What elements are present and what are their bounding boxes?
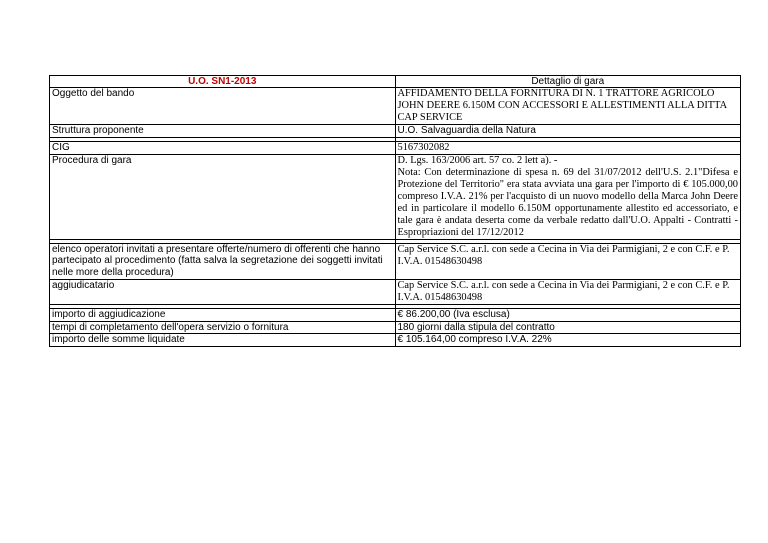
label-importo-liquidate: importo delle somme liquidate bbox=[50, 334, 396, 347]
label-aggiudicatario: aggiudicatario bbox=[50, 280, 396, 305]
value-operatori: Cap Service S.C. a.r.l. con sede a Cecina in Via dei Parmigiani, 2 e con C.F. e P. I.V.A. 01548630498 bbox=[395, 243, 741, 280]
value-cig: 5167302082 bbox=[395, 141, 741, 154]
value-tempi: 180 giorni dalla stipula del contratto bbox=[395, 321, 741, 334]
row-procedura bbox=[50, 154, 741, 239]
label-struttura: Struttura proponente bbox=[50, 125, 396, 138]
value-procedura bbox=[395, 154, 741, 239]
procedura-note: Nota: Con determinazione di spesa n. 69 del 31/07/2012 dell'U.S. 2.1"Difesa e Protezione del Territorio" era stata avviata una gara per l'importo di € 105.000,00 compreso I.V.A. 21% per l'acquisto di un nuovo modello della Marca John Deere ed in particolare il modello 6.150M opportunamente allestito ed accessoriato, e tale gara è andata deserta come da verbale redatto dall'U.O. Appalti - Contratti - Espropriazioni del 17/12/2012 bbox=[397, 166, 738, 238]
label-importo-aggiudicazione: importo di aggiudicazione bbox=[50, 309, 396, 322]
row-importo-aggiudicazione bbox=[50, 309, 741, 322]
procedura-reference: D. Lgs. 163/2006 art. 57 co. 2 lett a). - bbox=[397, 154, 558, 166]
row-tempi bbox=[50, 321, 741, 334]
tender-details-document bbox=[49, 75, 741, 347]
label-tempi: tempi di completamento dell'opera servizio o fornitura bbox=[50, 321, 396, 334]
header-row bbox=[50, 76, 741, 88]
value-struttura: U.O. Salvaguardia della Natura bbox=[395, 125, 741, 138]
row-operatori bbox=[50, 243, 741, 280]
table-title: Dettaglio di gara bbox=[395, 76, 741, 88]
value-oggetto: AFFIDAMENTO DELLA FORNITURA DI N. 1 TRATTORE AGRICOLO JOHN DEERE 6.150M CON ACCESSORI E ALLESTIMENTI ALLA DITTA CAP SERVICE bbox=[395, 88, 741, 125]
label-operatori: elenco operatori invitati a presentare offerte/numero di offerenti che hanno partecipato al procedimento (fatta salva la segretazione dei soggetti invitati nelle more della procedura) bbox=[50, 243, 396, 280]
tender-details-table bbox=[49, 75, 741, 347]
row-importo-liquidate bbox=[50, 334, 741, 347]
value-aggiudicatario: Cap Service S.C. a.r.l. con sede a Cecina in Via dei Parmigiani, 2 e con C.F. e P. I.V.A. 01548630498 bbox=[395, 280, 741, 305]
row-oggetto bbox=[50, 88, 741, 125]
value-importo-liquidate: € 105.164,00 compreso I.V.A. 22% bbox=[395, 334, 741, 347]
row-struttura bbox=[50, 125, 741, 138]
label-oggetto: Oggetto del bando bbox=[50, 88, 396, 125]
label-cig: CIG bbox=[50, 141, 396, 154]
row-cig bbox=[50, 141, 741, 154]
value-importo-aggiudicazione: € 86.200,00 (Iva esclusa) bbox=[395, 309, 741, 322]
label-procedura: Procedura di gara bbox=[50, 154, 396, 239]
unit-code: U.O. SN1-2013 bbox=[50, 76, 396, 88]
row-aggiudicatario bbox=[50, 280, 741, 305]
